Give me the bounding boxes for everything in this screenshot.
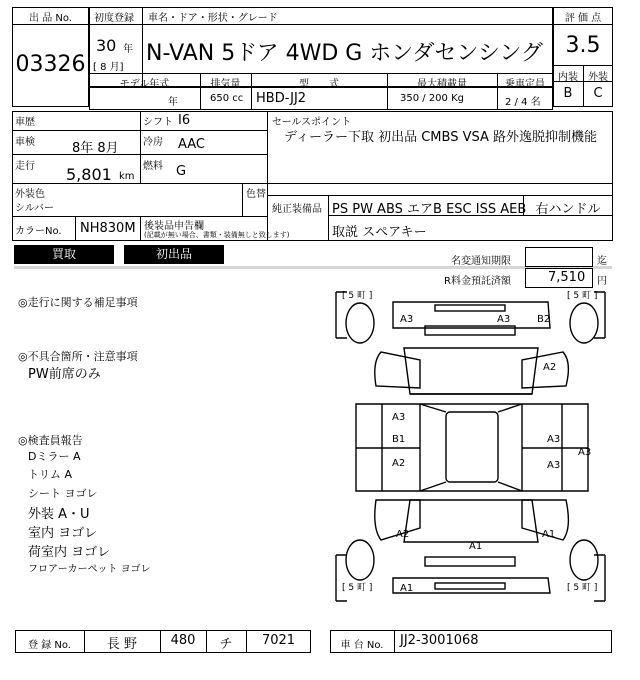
exterior-label: 外装: [588, 72, 608, 83]
mileage-unit: km: [119, 171, 135, 182]
inspector-item: トリム A: [28, 468, 73, 481]
interior-label: 内装: [558, 72, 578, 83]
equipment-list: PS PW ABS エアB ESC ISS AEB: [332, 202, 527, 217]
rating-label: 評 価 点: [564, 13, 602, 24]
damage-mark: A1: [469, 541, 483, 552]
color-number-label: カラーNo.: [15, 226, 62, 237]
type-label: 型 式: [299, 79, 339, 90]
exterior-color: シルバー: [15, 203, 55, 214]
recycle-fee-label: R料金預託済額: [444, 276, 511, 287]
mileage: 5,801: [66, 165, 112, 184]
fuel-type: G: [176, 164, 187, 179]
registration-kana: チ: [219, 637, 233, 652]
damage-mark: A3: [392, 412, 406, 423]
shift: I6: [178, 113, 191, 128]
tire-depth-rear-left: [ 5 町 ]: [342, 583, 373, 593]
damage-mark: A3: [578, 447, 592, 458]
registration-number: 7021: [261, 633, 296, 648]
year-unit: 年: [123, 44, 133, 55]
damage-mark: A2: [392, 458, 406, 469]
inspector-item: 外装 A・U: [28, 507, 90, 522]
name-change-unit: 迄: [597, 256, 607, 267]
lot-number-label: 出 品 No.: [29, 13, 72, 24]
model-year-label: モデル年式: [119, 79, 170, 90]
damage-mark: A3: [400, 314, 414, 325]
inspection-label: 車検: [15, 137, 35, 148]
sales-point: ディーラー下取 初出品 CMBS VSA 路外逸脱抑制機能: [284, 130, 598, 145]
damage-mark: A3: [497, 314, 511, 325]
car-name-label: 車名・ドア・形状・グレード: [148, 13, 278, 24]
registration-area: 長 野: [106, 637, 138, 652]
damage-mark: B2: [537, 314, 551, 325]
color-number: NH830M: [80, 221, 136, 236]
driving-notes-title: ◎走行に関する補足事項: [18, 296, 138, 309]
name-change-deadline-label: 名変通知期限: [451, 256, 511, 267]
steering-position: 右ハンドル: [535, 202, 601, 217]
chassis-number: JJ2-3001068: [400, 633, 479, 648]
model-year-unit: 年: [168, 97, 178, 108]
inspector-item: 室内 ヨゴレ: [28, 526, 98, 541]
status-divider: [14, 266, 612, 269]
damage-mark: B1: [392, 434, 406, 445]
name-change-deadline-field: [525, 247, 593, 267]
color-change-label: 色替: [246, 189, 266, 200]
fuel-label: 燃料: [143, 161, 163, 172]
damage-mark: A1: [400, 583, 414, 594]
equipment-label: 純正装備品: [272, 204, 322, 215]
registration-class: 480: [170, 633, 196, 648]
buy-status-badge: 買取: [14, 245, 114, 264]
capacity-label: 乗車定員: [505, 79, 545, 90]
sales-point-label: セールスポイント: [272, 117, 352, 128]
model-name: N-VAN 5ドア 4WD G ホンダセンシング: [146, 41, 543, 66]
recycle-fee-unit: 円: [597, 276, 607, 287]
inspector-item: シート ヨゴレ: [28, 487, 98, 500]
recycle-fee-amount: 7,510: [548, 270, 586, 285]
inspector-item: Dミラー A: [28, 450, 81, 463]
defect-item: PW前席のみ: [28, 367, 101, 382]
aircon: AAC: [178, 137, 205, 152]
history-label: 車歴: [15, 117, 35, 128]
damage-mark: A2: [396, 529, 410, 540]
tire-depth-front-right: [ 5 町 ]: [567, 291, 598, 301]
damage-mark: A2: [543, 362, 557, 373]
registration-label: 登 録 No.: [28, 640, 71, 651]
registration-month: [ 8 月]: [93, 62, 124, 73]
exterior-grade: C: [593, 86, 603, 101]
seating-capacity: 2 / 4 名: [505, 97, 541, 108]
interior-grade: B: [563, 86, 573, 101]
first-listing-badge: 初出品: [124, 245, 224, 264]
inspector-item: 荷室内 ヨゴレ: [28, 545, 111, 560]
aircon-label: 冷房: [143, 137, 163, 148]
inspector-item: フロアーカーペット ヨゴレ: [28, 564, 151, 575]
registration-year: 30: [96, 36, 117, 55]
inspector-report-title: ◎検査員報告: [18, 434, 83, 447]
aftermarket-note: (記載が無い場合、書類・装備無しと致します): [144, 231, 290, 239]
lot-number: 03326: [15, 52, 86, 77]
max-load: 350 / 200 Kg: [400, 93, 464, 104]
vehicle-type: HBD-JJ2: [256, 91, 307, 106]
rating-score: 3.5: [565, 33, 601, 58]
exterior-color-label: 外装色: [15, 189, 45, 200]
defect-notes-title: ◎不具合箇所・注意事項: [18, 350, 138, 363]
max-load-label: 最大積載量: [417, 79, 467, 90]
damage-mark: A3: [547, 434, 561, 445]
mileage-label: 走行: [15, 161, 35, 172]
damage-mark: A3: [547, 460, 561, 471]
displacement-label: 排気量: [210, 79, 241, 90]
damage-mark: A1: [542, 529, 556, 540]
manual-and-spare-key: 取説 スペアキー: [332, 225, 427, 240]
tire-depth-front-left: [ 5 町 ]: [342, 291, 373, 301]
shift-label: シフト: [143, 117, 173, 128]
inspection-expiry: 8年 8月: [72, 141, 119, 156]
first-registration-label: 初度登録: [94, 13, 134, 24]
vehicle-damage-diagram: [330, 288, 612, 606]
tire-depth-rear-right: [ 5 町 ]: [567, 583, 598, 593]
aftermarket-label: 後装品申告欄: [144, 221, 204, 232]
chassis-label: 車 台 No.: [340, 640, 384, 651]
displacement: 650 cc: [210, 93, 244, 104]
